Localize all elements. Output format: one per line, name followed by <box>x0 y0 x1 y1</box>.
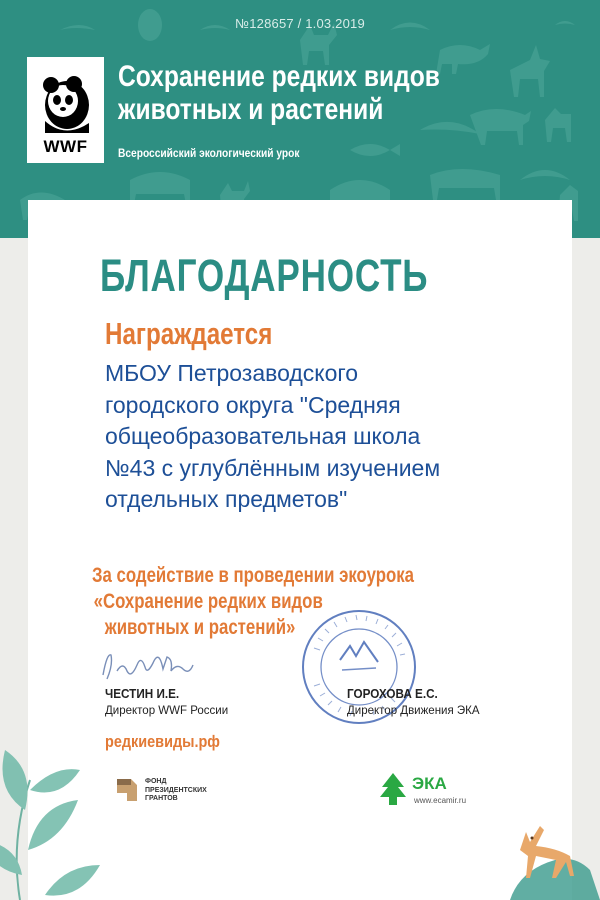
signer-role: Директор Движения ЭКА <box>347 705 480 717</box>
presidential-grants-logo <box>115 772 215 812</box>
grants-logo-icon <box>115 775 139 805</box>
recipient-line: №43 с углублённым изучением <box>105 454 441 481</box>
signer-wwf <box>105 686 228 717</box>
panda-icon <box>27 61 104 141</box>
recipient-name <box>105 358 525 516</box>
signer-eka <box>347 686 480 717</box>
project-title-line2: животных и растений <box>118 93 384 126</box>
awarded-label: Награждается <box>105 316 273 351</box>
website-link[interactable]: редкиевиды.рф <box>105 732 220 751</box>
recipient-line: городского округа "Средняя <box>105 391 401 418</box>
recipient-line: МБОУ Петрозаводского <box>105 360 359 386</box>
eka-logo-url: www.ecamir.ru <box>414 796 467 805</box>
project-title-line1: Сохранение редких видов <box>118 60 440 93</box>
project-title <box>118 60 479 126</box>
certificate-number: №128657 / 1.03.2019 <box>235 16 365 31</box>
reason-line: За содействие в проведении экоурока <box>92 564 414 587</box>
reason-line: «Сохранение редких видов <box>93 590 323 613</box>
grants-logo-line: ПРЕЗИДЕНТСКИХ <box>145 786 207 794</box>
eka-logo-name: ЭКА <box>412 774 447 793</box>
recipient-line: отдельных предметов" <box>105 486 348 512</box>
signer-name: ГОРОХОВА Е.С. <box>347 686 438 701</box>
wwf-logo-text: WWF <box>43 137 88 156</box>
grants-logo-line: ГРАНТОВ <box>145 795 178 802</box>
grants-logo-line: ФОНД <box>145 778 167 785</box>
deer-illustration <box>470 790 600 900</box>
signature-image <box>95 645 205 690</box>
tree-icon <box>378 772 408 806</box>
signer-name: ЧЕСТИН И.Е. <box>105 686 180 701</box>
recipient-line: общеобразовательная школа <box>105 423 421 449</box>
reason-line: животных и растений» <box>104 616 296 639</box>
certificate-heading: БЛАГОДАРНОСТЬ <box>100 250 429 301</box>
leaves-decoration <box>0 700 110 900</box>
project-subtitle: Всероссийский экологический урок <box>118 146 300 160</box>
signer-role: Директор WWF России <box>105 705 229 717</box>
wwf-logo <box>27 57 104 163</box>
